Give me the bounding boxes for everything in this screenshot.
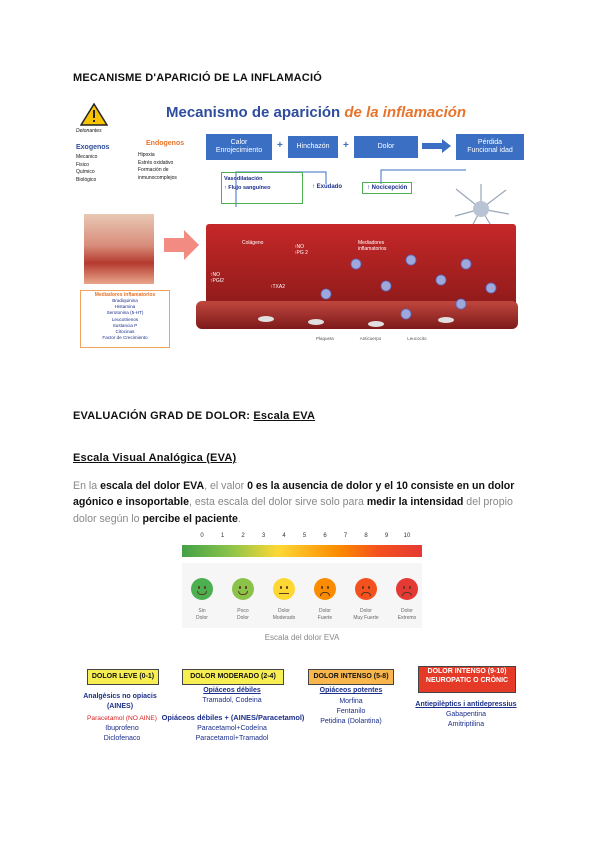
- exogenos-list: Mecanico Fisico Químico Biológico: [76, 154, 98, 183]
- col1-paracetamol: Paracetamol (NO AINE): [87, 715, 157, 722]
- eva-face-label: Sin Dolor: [196, 608, 208, 621]
- arrow-right-icon: [422, 138, 452, 154]
- col2-title: Opiáceos débiles: [203, 687, 261, 694]
- eva-face-label: Dolor Fuerte: [317, 608, 333, 621]
- blood-cells: [206, 224, 516, 334]
- endogenos-title: Endogenos: [146, 140, 185, 147]
- eva-scale: [177, 533, 427, 645]
- eva-paragraph: En la escala del dolor EVA, el valor 0 es la ausencia de dolor y el 10 consiste en un dolor agónico e insoportable, esta escala del dolor sirve solo para medir la intensidad del propio dolor según lo percibe el paciente.: [73, 480, 515, 525]
- col2-items: Tramadol, Codeina: [202, 697, 262, 704]
- eva-color-bar: [182, 545, 422, 557]
- mediadores-list: Bradiquinina Histamina Serotonina (5-HT) Leucotrienos Sustancia P Citocinas Factor de Crecimiento: [102, 298, 148, 341]
- plus-icon: +: [277, 140, 283, 151]
- eva-number: 9: [384, 533, 389, 539]
- eva-number: 1: [220, 533, 225, 539]
- level-leve: DOLOR LEVE (0-1): [87, 669, 159, 685]
- endogenos-list: Hipoxia Estrés oxidativo Formación de inmunocomplejos: [138, 152, 177, 181]
- eva-face-label: Poco Dolor: [237, 608, 249, 621]
- eva-face-icon: [396, 578, 418, 600]
- eva-number: 6: [323, 533, 327, 539]
- eva-face-icon: [314, 578, 336, 600]
- eva-number: 2: [241, 533, 245, 539]
- flow-box-perdida: Pérdida Funcional idad: [456, 134, 524, 160]
- nocicepcion-label: ↑ Nocicepción: [362, 182, 412, 194]
- col3-items: Morfina Fentanilo Petidina (Dolantina): [320, 698, 382, 726]
- eva-face-icon: [273, 578, 295, 600]
- col4-title: Antiepilèptics i antidepressius: [415, 701, 517, 708]
- eva-number: 0: [200, 533, 204, 539]
- col1-items: Ibuprofeno Diclofenaco: [103, 725, 141, 743]
- level-neuropatico: DOLOR INTENSO (9-10) NEUROPATIC O CRÒNIC: [418, 666, 516, 693]
- eva-face-label: Dolor Extremo: [397, 608, 417, 621]
- eva-face-label: Dolor Moderado: [272, 608, 296, 621]
- eva-number: 5: [302, 533, 307, 539]
- subheading-eva: Escala Visual Analógica (EVA): [73, 452, 237, 464]
- eva-face-label: Dolor Muy Fuerte: [353, 608, 379, 621]
- arrow-right-icon: [164, 230, 200, 260]
- mediadores-vessel-label: Mediadores inflamatorios: [358, 240, 387, 252]
- eva-face-icon: [191, 578, 213, 600]
- eva-caption: Escala del dolor EVA: [264, 633, 340, 642]
- warning-icon: [80, 102, 108, 126]
- no-pgi2-label: ↑NO ↑PGI2: [210, 272, 224, 284]
- col2-items2: Paracetamol+Codeína Paracetamol+Tramadol: [195, 725, 269, 743]
- eva-number: 7: [343, 533, 348, 539]
- col2-title2: Opiáceos débiles + (AINES/Paracetamol): [161, 713, 305, 722]
- flow-box-dolor: Dolor: [354, 136, 418, 158]
- tissue-image: [84, 214, 154, 284]
- exogenos-title: Exogenos: [76, 144, 110, 151]
- section-heading-inflammation: MECANISME D'APARICIÓ DE LA INFLAMACIÓ: [73, 72, 322, 84]
- level-moderado: DOLOR MODERADO (2-4): [182, 669, 284, 685]
- figure-title: Mecanismo de aparición de la inflamación: [166, 104, 467, 121]
- inflammation-figure: [66, 96, 528, 358]
- eva-number: 10: [403, 533, 411, 539]
- eva-face-icon: [355, 578, 377, 600]
- plus-icon: +: [343, 140, 349, 151]
- eva-face-icon: [232, 578, 254, 600]
- mediadores-box: Mediadores inflamatorios Bradiquinina Histamina Serotonina (5-HT) Leucotrienos Sustancia P Citocinas Factor de Crecimiento: [80, 290, 170, 348]
- eva-faces-panel: [182, 563, 422, 628]
- col1-title: Analgèsics no opiacis (AINES): [83, 693, 157, 711]
- flow-box-calor: Calor Enrojecimiento: [206, 134, 272, 160]
- col4-items: Gabapentina Amitriptilina: [445, 711, 487, 729]
- vasodilatacion-box: Vasodilatación ↑ Flujo sanguíneo: [221, 172, 303, 204]
- colageno-label: Colágeno: [242, 240, 264, 246]
- eva-number: 3: [261, 533, 266, 539]
- exudado-label: ↑ Exudado: [312, 184, 343, 190]
- txa2-label: ↑TXA2: [270, 284, 286, 290]
- section-heading-eva: EVALUACIÓN GRAD DE DOLOR: Escala EVA: [73, 410, 316, 422]
- level-intenso: DOLOR INTENSO (5-8): [308, 669, 394, 685]
- figure-legend: Plaqueta Anticuerpo Leucocito: [316, 336, 427, 341]
- detonantes-label: Detonantes: [76, 128, 102, 134]
- no-pg-label: ↑NO ↑PG 2: [294, 244, 308, 256]
- eva-number: 4: [282, 533, 286, 539]
- col3-title: Opiáceos potentes: [319, 687, 383, 694]
- flow-box-hinchazon: Hinchazón: [288, 136, 338, 158]
- eva-number: 8: [364, 533, 368, 539]
